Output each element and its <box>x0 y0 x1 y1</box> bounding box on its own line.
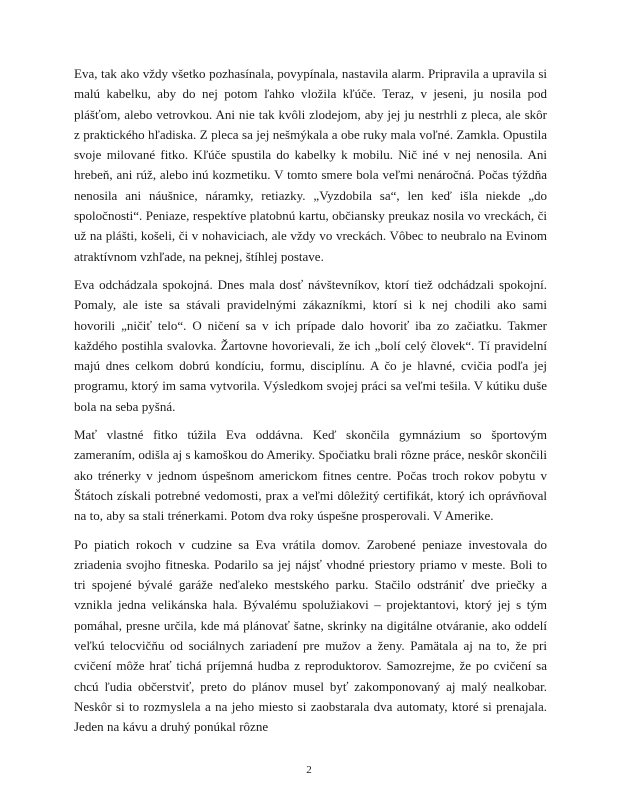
body-text <box>74 64 547 746</box>
paragraph-1: Eva, tak ako vždy všetko pozhasínala, povypínala, nastavila alarm. Pripravila a upravila si malú kabelku, aby do nej potom ľahko vložila kľúče. Teraz, v jeseni, ju nosila pod plášťom, alebo vetrovkou. Ani nie tak kvôli zlodejom, aby jej ju nestrhli z pleca, ale skôr z praktického hľadiska. Z pleca sa jej nešmýkala a obe ruky mala voľné. Zamkla. Opustila svoje milované fitko. Kľúče spustila do kabelky k mobilu. Nič iné v nej nenosila. Ani hrebeň, ani rúž, alebo inú kozmetiku. V tomto smere bola veľmi nenáročná. Počas týždňa nenosila ani náušnice, náramky, retiazky. „Vyzdobila sa“, len keď išla niekde „do spoločnosti“. Peniaze, respektíve platobnú kartu, občiansky preukaz nosila vo vreckách, či už na plášti, košeli, či v nohaviciach, ale vždy vo vreckách. Vôbec to neubralo na Evinom atraktívnom vzhľade, na peknej, štíhlej postave. <box>74 66 547 264</box>
paragraph-4: Po piatich rokoch v cudzine sa Eva vrátila domov. Zarobené peniaze investovala do zriadenia svojho fitneska. Podarilo sa jej nájsť vhodné priestory priamo v meste. Boli to tri spojené bývalé garáže neďaleko mestského parku. Stačilo odstrániť dve priečky a vznikla jedna velikánska hala. Bývalému spolužiakovi – projektantovi, ktorý jej s tým pomáhal, presne určila, kde má plánovať šatne, skrinky na digitálne otváranie, ako oddelí veľkú telocvičňu od sociálnych zariadení pre mužov a ženy. Pamätala aj na to, že pri cvičení môže hrať tichá príjemná hudba z reproduktorov. Samozrejme, že po cvičení sa chcú ľudia občerstviť, preto do plánov musel byť zakomponovaný aj malý nealkobar. Neskôr si to rozmyslela a na jeho miesto si zaobstarala dva automaty, ktoré si prenajala. Jeden na kávu a druhý ponúkal rôzne <box>74 536 547 735</box>
page-number: 2 <box>306 764 312 776</box>
paragraph-3: Mať vlastné fitko túžila Eva oddávna. Keď skončila gymnázium so športovým zameraním, odišla aj s kamoškou do Ameriky. Spočiatku brali rôzne práce, neskôr skončili ako trénerky v jednom úspešnom americkom fitnes centre. Počas troch rokov pobytu v Štátoch získali potrebné vedomosti, prax a veľmi dôležitý certifikát, ktorý ich oprávňoval na to, aby sa stali trénerkami. Potom dva roky úspešne prosperovali. V Amerike. <box>74 427 547 524</box>
paragraph-2: Eva odchádzala spokojná. Dnes mala dosť návštevníkov, ktorí tiež odchádzali spokojní. Pomaly, ale iste sa stávali pravidelnými zákazníkmi, ktorí si k nej chodili ako sami hovorili „ničiť telo“. O ničení sa v ich prípade dalo hovoriť iba zo začiatku. Takmer každého postihla svalovka. Žartovne hovorievali, že ich „bolí celý človek“. Tí pravidelní majú dnes celkom dobrú kondíciu, formu, disciplínu. A čo je hlavné, cvičia podľa jej programu, ktorý im sama vytvorila. Výsledkom svojej práci sa veľmi tešila. V kútiku duše bola na seba pyšná. <box>74 276 547 414</box>
